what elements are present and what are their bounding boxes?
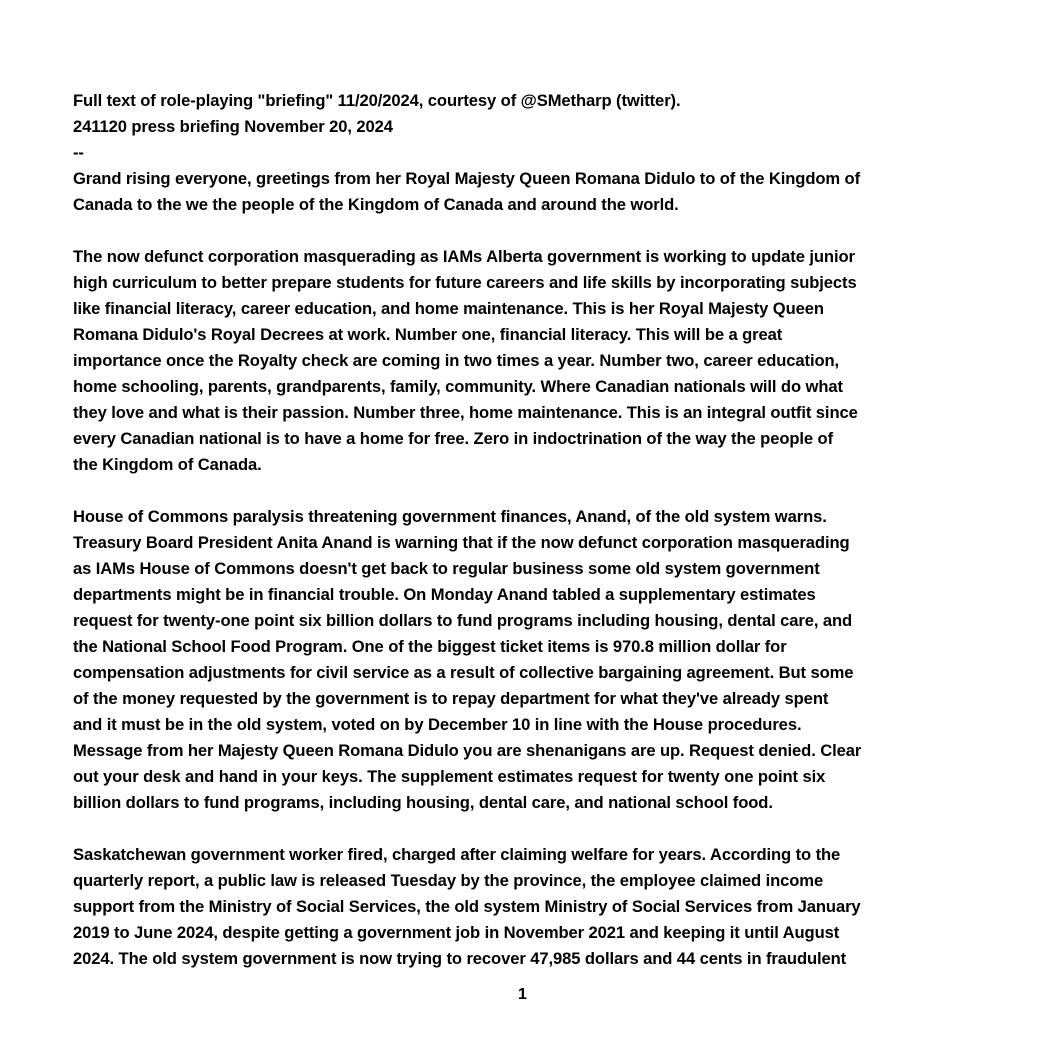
text-line: 2024. The old system government is now trying to recover 47,985 dollars and 44 cents in fraudulent bbox=[73, 949, 847, 968]
text-line: the Kingdom of Canada. bbox=[73, 455, 262, 474]
document-title: Full text of role-playing "briefing" 11/20/2024, courtesy of @SMetharp (twitter). bbox=[73, 91, 681, 110]
text-line: Romana Didulo's Royal Decrees at work. Number one, financial literacy. This will be a great bbox=[73, 325, 783, 344]
text-line: billion dollars to fund programs, including housing, dental care, and national school food. bbox=[73, 793, 773, 812]
text-line: out your desk and hand in your keys. The supplement estimates request for twenty one point six bbox=[73, 767, 826, 786]
paragraph-alberta bbox=[73, 244, 973, 478]
text-line: home schooling, parents, grandparents, family, community. Where Canadian nationals will do what bbox=[73, 377, 843, 396]
paragraph-greeting bbox=[73, 166, 973, 218]
text-line: Canada to the we the people of the Kingdom of Canada and around the world. bbox=[73, 195, 679, 214]
paragraph-saskatchewan bbox=[73, 842, 973, 972]
paragraph-gap bbox=[73, 478, 973, 504]
text-line: Message from her Majesty Queen Romana Didulo you are shenanigans are up. Request denied. Clear bbox=[73, 741, 862, 760]
text-line: Grand rising everyone, greetings from her Royal Majesty Queen Romana Didulo to of the Kingdom of bbox=[73, 169, 861, 188]
paragraph-house-of-commons bbox=[73, 504, 973, 816]
document-subtitle: 241120 press briefing November 20, 2024 bbox=[73, 117, 393, 136]
text-line: every Canadian national is to have a home for free. Zero in indoctrination of the way the people of bbox=[73, 429, 834, 448]
document-body bbox=[73, 88, 973, 972]
text-line: request for twenty-one point six billion dollars to fund programs including housing, dental care, and bbox=[73, 611, 853, 630]
text-line: Saskatchewan government worker fired, charged after claiming welfare for years. According to the bbox=[73, 845, 841, 864]
page-number: 1 bbox=[518, 986, 527, 1003]
text-line: importance once the Royalty check are coming in two times a year. Number two, career education, bbox=[73, 351, 840, 370]
text-line: of the money requested by the government is to repay department for what they've already spent bbox=[73, 689, 829, 708]
text-line: high curriculum to better prepare students for future careers and life skills by incorporating subjects bbox=[73, 273, 857, 292]
text-line: departments might be in financial trouble. On Monday Anand tabled a supplementary estimates bbox=[73, 585, 816, 604]
text-line: like financial literacy, career education, and home maintenance. This is her Royal Majesty Queen bbox=[73, 299, 824, 318]
paragraph-gap bbox=[73, 218, 973, 244]
paragraph-gap bbox=[73, 816, 973, 842]
text-line: 2019 to June 2024, despite getting a government job in November 2021 and keeping it until August bbox=[73, 923, 840, 942]
text-line: compensation adjustments for civil service as a result of collective bargaining agreement. But some bbox=[73, 663, 854, 682]
text-line: Treasury Board President Anita Anand is warning that if the now defunct corporation masquerading bbox=[73, 533, 850, 552]
text-line: and it must be in the old system, voted on by December 10 in line with the House procedures. bbox=[73, 715, 802, 734]
text-line: The now defunct corporation masquerading as IAMs Alberta government is working to update junior bbox=[73, 247, 855, 266]
separator: -- bbox=[73, 143, 84, 162]
text-line: as IAMs House of Commons doesn't get back to regular business some old system government bbox=[73, 559, 820, 578]
text-line: support from the Ministry of Social Services, the old system Ministry of Social Services from January bbox=[73, 897, 861, 916]
text-line: quarterly report, a public law is released Tuesday by the province, the employee claimed income bbox=[73, 871, 824, 890]
text-line: the National School Food Program. One of the biggest ticket items is 970.8 million dollar for bbox=[73, 637, 787, 656]
text-line: House of Commons paralysis threatening government finances, Anand, of the old system warns. bbox=[73, 507, 827, 526]
text-line: they love and what is their passion. Number three, home maintenance. This is an integral outfit since bbox=[73, 403, 858, 422]
